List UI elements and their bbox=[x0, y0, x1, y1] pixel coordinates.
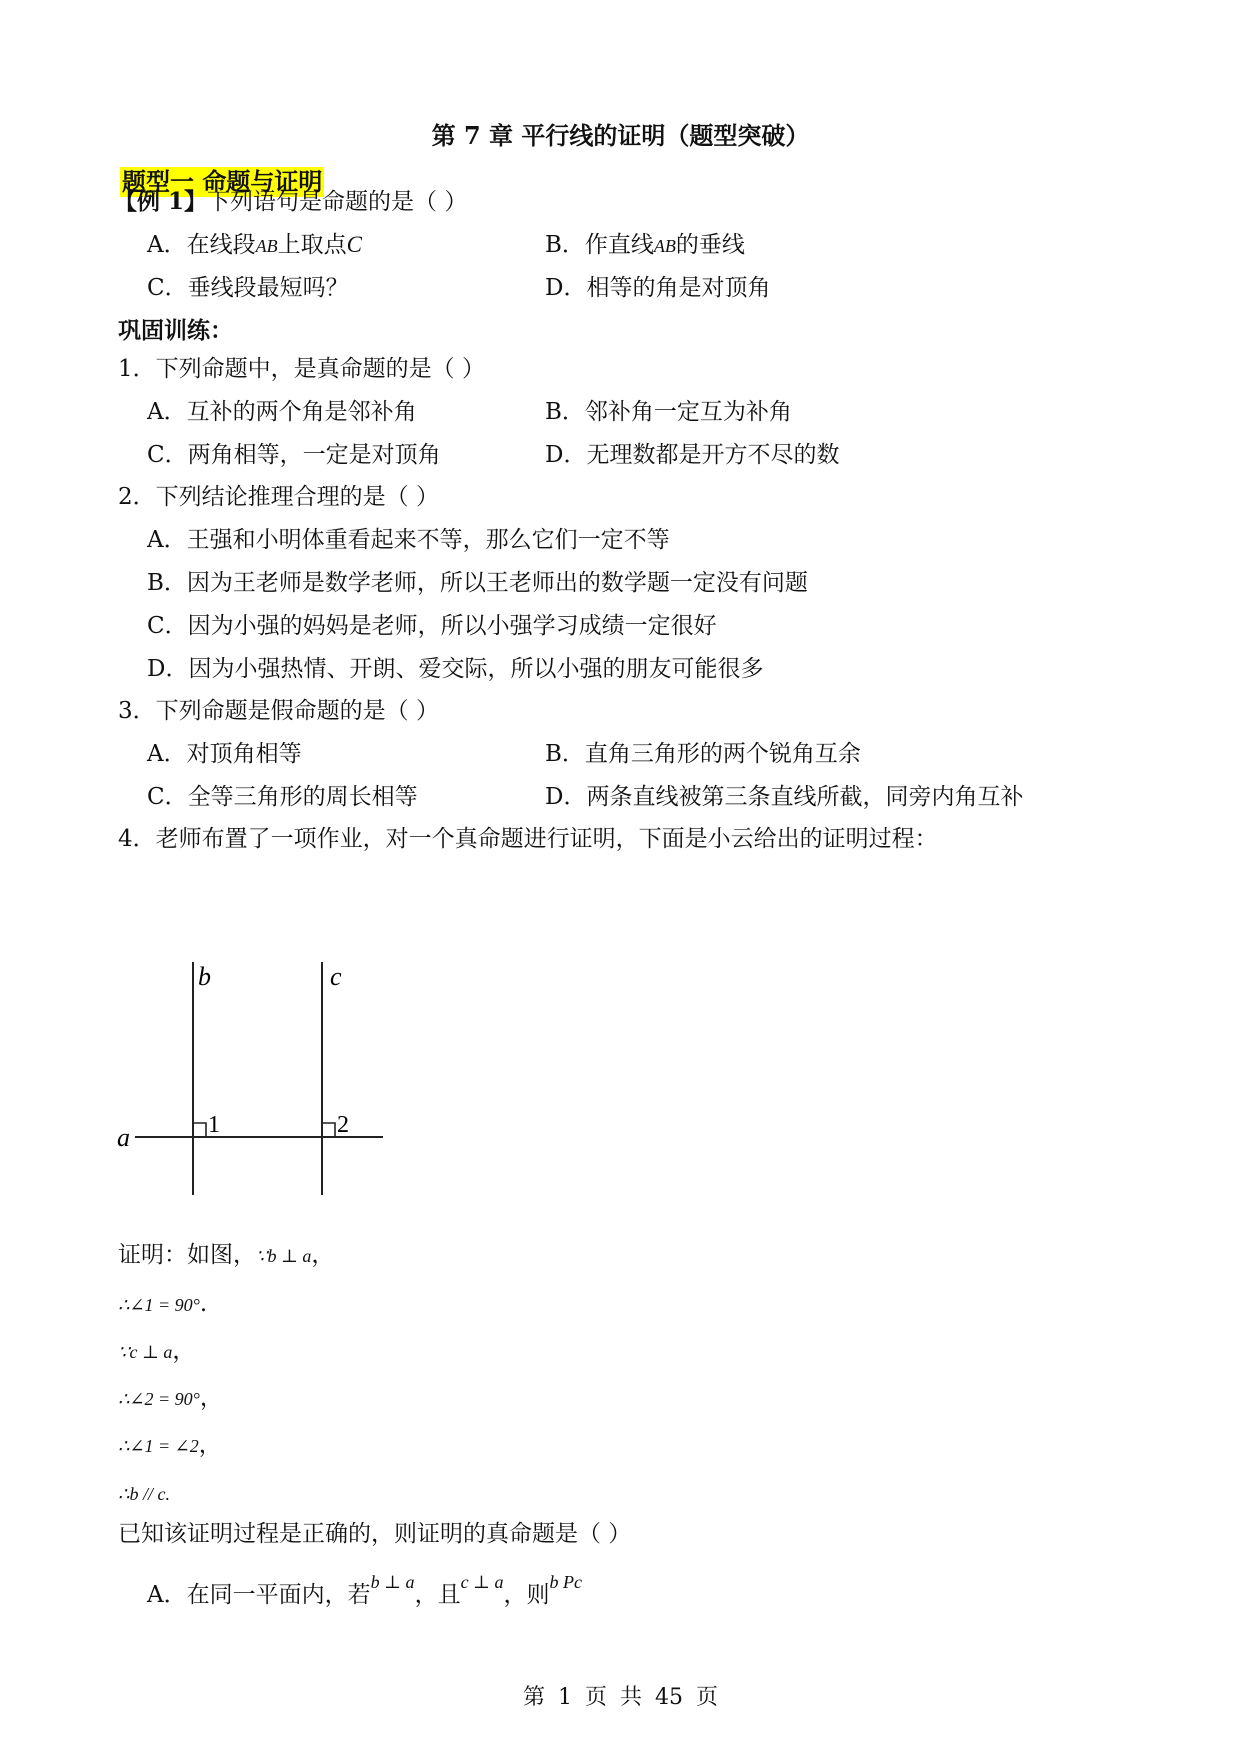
proof-line-1 bbox=[118, 1240, 334, 1270]
q1-option-d: D．无理数都是开方不尽的数 bbox=[545, 442, 840, 468]
option-text: ，则 bbox=[503, 1582, 550, 1608]
math-segment: AB bbox=[255, 236, 278, 256]
page-footer: 第 1 页 共 45 页 bbox=[523, 1685, 718, 1710]
parallel-lines-figure bbox=[100, 950, 400, 1210]
option-text: A．在线段 bbox=[147, 232, 256, 258]
right-angle-mark-1 bbox=[193, 1123, 206, 1137]
proof-math: ∴∠2 = 90° bbox=[118, 1389, 200, 1409]
q1-option-b: B．邻补角一定互为补角 bbox=[545, 399, 792, 425]
proof-line-4 bbox=[118, 1383, 223, 1413]
option-math: b Pc bbox=[549, 1572, 582, 1592]
q2-option-a: A．王强和小明体重看起来不等，那么它们一定不等 bbox=[147, 527, 670, 553]
label-angle-2: 2 bbox=[337, 1112, 349, 1138]
q2-option-c: C．因为小强的妈妈是老师，所以小强学习成绩一定很好 bbox=[147, 613, 717, 639]
proof-punct: ， bbox=[311, 1242, 335, 1268]
q4-question: 已知该证明过程是正确的，则证明的真命题是（ ） bbox=[118, 1521, 632, 1547]
q1-option-c: C．两角相等，一定是对顶角 bbox=[147, 442, 441, 468]
proof-math: ∴∠1 = 90° bbox=[118, 1295, 200, 1315]
option-text: 的垂线 bbox=[675, 232, 745, 258]
proof-math: ∵c ⊥ a bbox=[118, 1342, 173, 1362]
example1-option-c: C．垂线段最短吗？ bbox=[147, 275, 349, 301]
q3-option-a: A．对顶角相等 bbox=[147, 741, 302, 767]
example1-label: 【例 1】 bbox=[114, 188, 208, 215]
example1-option-b bbox=[545, 230, 745, 260]
right-angle-mark-2 bbox=[322, 1123, 335, 1137]
option-text: B．作直线 bbox=[545, 232, 654, 258]
example1-option-d: D．相等的角是对顶角 bbox=[545, 275, 771, 301]
math-segment: AB bbox=[653, 236, 676, 256]
option-math: b ⊥ a bbox=[370, 1572, 415, 1592]
example1-stem-line bbox=[114, 187, 467, 217]
proof-text: 证明：如图， bbox=[118, 1242, 256, 1268]
q3-option-c: C．全等三角形的周长相等 bbox=[147, 784, 418, 810]
option-text: 上取点 bbox=[277, 232, 347, 258]
math-point: C bbox=[346, 232, 362, 257]
option-text: A．在同一平面内，若 bbox=[147, 1582, 371, 1608]
q3-option-d: D．两条直线被第三条直线所截，同旁内角互补 bbox=[545, 784, 1024, 810]
section-heading: 题型一 命题与证明 bbox=[122, 167, 323, 196]
label-angle-1: 1 bbox=[208, 1112, 220, 1138]
q2-stem: 2．下列结论推理合理的是（ ） bbox=[118, 484, 439, 510]
proof-punct: ， bbox=[199, 1385, 223, 1411]
proof-math: ∵b ⊥ a bbox=[256, 1246, 312, 1266]
proof-line-2 bbox=[118, 1289, 207, 1319]
proof-line-6 bbox=[118, 1478, 170, 1508]
proof-math: ∴b // c. bbox=[118, 1484, 170, 1504]
proof-line-3 bbox=[118, 1336, 195, 1366]
option-text: ，且 bbox=[414, 1582, 461, 1608]
q3-option-b: B．直角三角形的两个锐角互余 bbox=[545, 741, 861, 767]
option-math: c ⊥ a bbox=[460, 1572, 504, 1592]
example1-stem: 下列语句是命题的是（ ） bbox=[207, 189, 468, 215]
proof-math: ∴∠1 = ∠2 bbox=[118, 1436, 199, 1456]
proof-punct: ， bbox=[172, 1338, 196, 1364]
practice-heading: 巩固训练： bbox=[118, 317, 233, 344]
label-b: b bbox=[198, 962, 211, 991]
q1-option-a: A．互补的两个角是邻补角 bbox=[147, 399, 417, 425]
q1-stem: 1．下列命题中，是真命题的是（ ） bbox=[118, 356, 485, 382]
q3-stem: 3．下列命题是假命题的是（ ） bbox=[118, 698, 439, 724]
proof-line-5 bbox=[118, 1430, 222, 1460]
label-c: c bbox=[330, 962, 342, 991]
proof-punct: ， bbox=[198, 1432, 222, 1458]
q2-option-d: D．因为小强热情、开朗、爱交际，所以小强的朋友可能很多 bbox=[147, 656, 764, 682]
q2-option-b: B．因为王老师是数学老师，所以王老师出的数学题一定没有问题 bbox=[147, 570, 808, 596]
q4-option-a bbox=[147, 1572, 582, 1611]
label-a: a bbox=[117, 1123, 130, 1152]
q4-stem: 4．老师布置了一项作业，对一个真命题进行证明，下面是小云给出的证明过程： bbox=[118, 826, 938, 852]
example1-option-a bbox=[147, 230, 362, 260]
document-title: 第 7 章 平行线的证明（题型突破） bbox=[431, 121, 810, 150]
proof-punct: . bbox=[199, 1291, 208, 1317]
